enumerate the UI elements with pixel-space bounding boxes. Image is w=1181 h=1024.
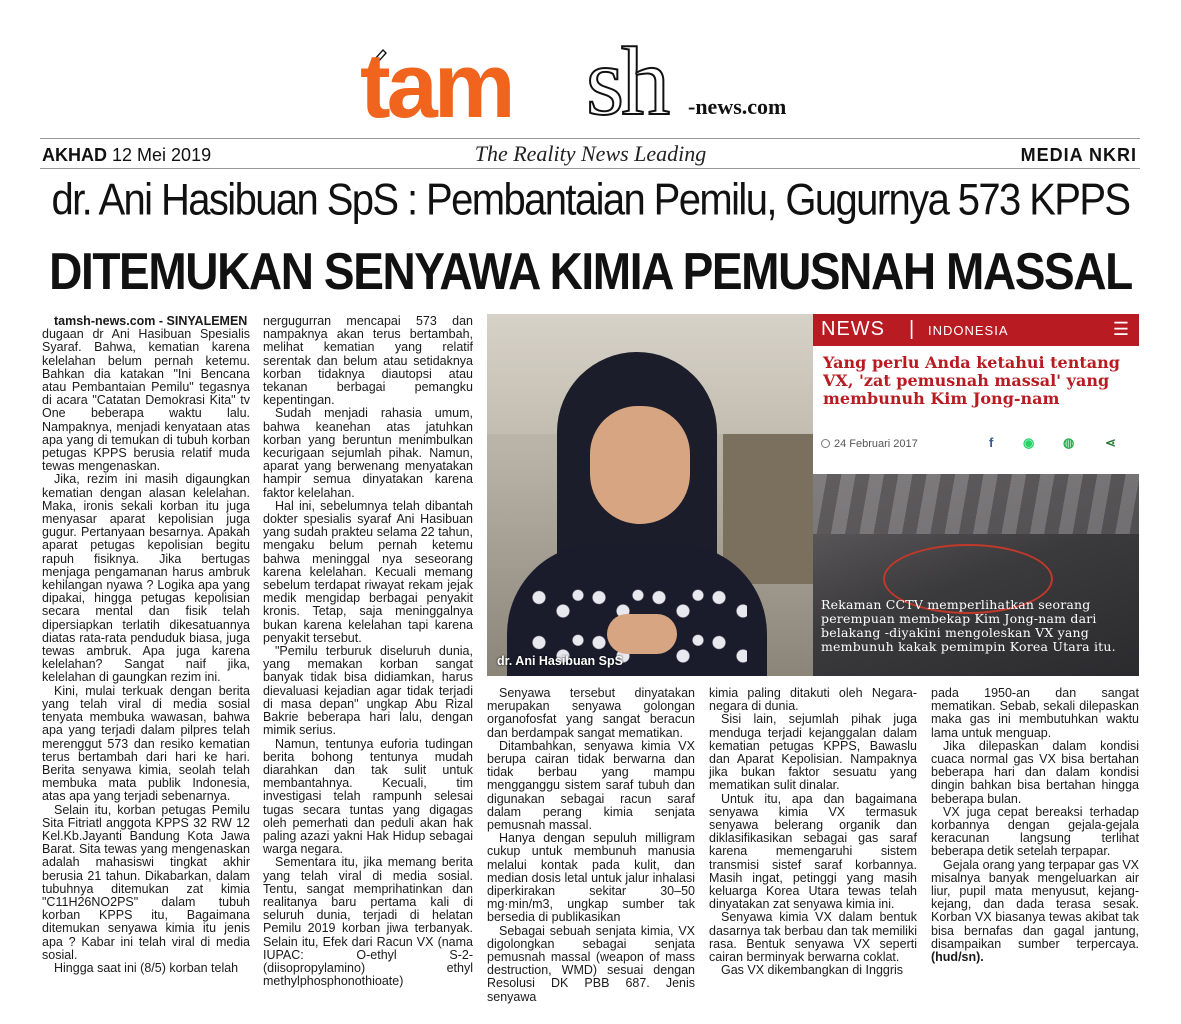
news-separator: | [909, 318, 915, 340]
headline-main: DITEMUKAN SENYAWA KIMIA PEMUSNAH MASSAL [49, 241, 1132, 301]
paragraph: Sebagai sebuah senjata kimia, VX digolongkan sebagai senjata pemusnah massal (weapon of mass destruction, WMD) sesuai dengan Resolusi DK PBB 687. Jenis senyawa [487, 923, 695, 1004]
paragraph: pada 1950-an dan sangat mematikan. Sebab, sekali dilepaskan maka gas ini membutuhkan waktu lama untuk menguap. [931, 686, 1139, 740]
whatsapp-icon[interactable]: ◉ [1023, 435, 1035, 450]
paragraph: nergugurran mencapai 573 dan nampaknya akan terus bertambah, melihat kematian yang relatif serentak dan belum atau setidaknya korban tidaknya diautopsi atau tekanan berbagai pemangku kepentingan. [263, 314, 473, 408]
photo-caption: dr. Ani Hasibuan SpS [497, 654, 623, 668]
paragraph: kimia paling ditakuti oleh Negara-negara di dunia. [709, 686, 917, 714]
article-column-1 [42, 315, 250, 975]
news-title: Yang perlu Anda ketahui tentang VX, 'zat pemusnah massal' yang membunuh Kim Jong-nam [823, 353, 1120, 408]
logo-sh: sh [586, 28, 668, 136]
paragraph: Gas VX dikembangkan di Inggris [721, 963, 904, 978]
paragraph: Ditambahkan, senyawa kimia VX berupa cairan tidak berwarna dan tidak berbau yang mampu mengganggu sistem saraf tubuh dan digunakan sebagai racun saraf dalam perang kimia senjata pemusnah massal. [487, 738, 695, 833]
article-column-5 [931, 687, 1139, 964]
cctv-caption: Rekaman CCTV memperlihatkan seorang perempuan membekap Kim Jong-nam dari belakang -diyakini mengoleskan VX yang membunuh kakak pemimpin Korea Utara itu. [821, 597, 1116, 654]
news-date-value: 24 Februari 2017 [834, 438, 918, 450]
facebook-icon[interactable]: f [989, 435, 994, 450]
article-column-3 [487, 687, 695, 1004]
closing-text: Gejala orang yang terpapar gas VX misalnya banyak mengeluarkan air liur, pupil mata menyusut, kejang-kejang, dan dada terasa sesak. Korban VX biasanya tewas akibat tak bisa bernafas dan gagal jantung, disampaikan sumber terpercaya. [931, 857, 1139, 951]
paragraph: Hanya dengan sepuluh milligram cukup untuk membunuh manusia melalui kontak pada kulit, dan median dosis letal untuk jalur inhalasi diperkirakan sekitar 30–50 mg·min/m3, ungkap sumber tak bersedia di publikasikan [487, 831, 695, 925]
clock-icon [821, 439, 830, 448]
paragraph: Kini, mulai terkuak dengan berita yang telah viral di media sosial tenyata membuka wawasan, bahwa apa yang terjadi dalam pilpres telah merenggut 573 dan resiko kematian terus bertambah dari hari ke hari. Berita senyawa kimia, seolah telah membuka mata publik Indonesia, atas apa yang terjadi sebenarnya. [42, 683, 250, 804]
paragraph: VX juga cepat bereaksi terhadap korbannya dengan gejala-gejala keracunan langsung terlihat beberapa detik setelah terpapar. [931, 804, 1139, 859]
paragraph: Sementara itu, jika memang berita yang telah viral di media sosial. Tentu, sangat memprihatinkan dan realitanya baru pertama kali di seluruh dunia, terjadi di helatan Pemilu 2019 korban jiwa terbanyak. Selain itu, Efek dari Racun VX (nama IUPAC: O-ethyl S-2-(diisopropylamino) ethyl methylphosphonothioate) [263, 855, 473, 989]
messenger-icon[interactable]: ◍ [1063, 435, 1075, 450]
paragraph [931, 859, 1139, 965]
issue-date-value: 12 Mei 2019 [112, 145, 212, 165]
news-brand: NEWS [821, 318, 885, 340]
media-label: MEDIA NKRI [1020, 145, 1137, 165]
article-signoff: (hud/sn). [931, 950, 984, 965]
issue-day: AKHAD [42, 145, 107, 165]
paragraph: Untuk itu, apa dan bagaimana senyawa kimia VX termasuk senyawa belerang organik dan diklasifikasikan sebagai gas saraf karena memengaruhi sistem transmisi sistef saraf korbannya. Masih ingat, petinggi yang masih keluarga Korea Utara tewas telah dinyatakan zat senyawa kimia ini. [709, 791, 917, 912]
paragraph: Namun, tentunya euforia tudingan berita bohong tentunya mudah diarahkan dan tak sulit untuk membantahnya. Kecuali, tim investigasi telah rampunh selesai tugas secara tuntas yang digagas oleh pemerhati dan peduli akan hak paling azazi yakni Hak Hidup sebagai warga negara. [263, 736, 473, 857]
news-date [821, 438, 918, 450]
headline-subtitle: dr. Ani Hasibuan SpS : Pembantaian Pemilu, Gugurnya 573 KPPS [51, 175, 1130, 225]
masthead-bottom-rule [40, 168, 1140, 169]
paragraph: Sisi lain, sejumlah pihak juga menduga terjadi kejanggalan dalam kematian petugas KPPS, Bawaslu dan Aparat Kepolisian. Nampaknya jika bukan faktor sesuatu yang mematikan sulit dinalar. [709, 712, 917, 793]
paragraph: Hingga saat ini (8/5) korban telah [54, 960, 239, 975]
paragraph: Senyawa kimia VX dalam bentuk dasarnya tak berbau dan tak memiliki rasa. Bentuk senyawa VX seperti cairan berminyak berwarna coklat. [709, 910, 917, 965]
share-icon[interactable]: ⋖ [1105, 435, 1116, 450]
masthead-logo [352, 28, 832, 137]
news-screenshot [813, 314, 1139, 676]
article-column-2 [263, 315, 473, 988]
paragraph: Sudah menjadi rahasia umum, bahwa keanehan atas jatuhkan korban yang beruntun menimbulkan kecurigaan sejumlah pihak. Namun, aparat yang berwenang menyatakan hampir semua dinyatakan karena faktor kelelahan. [263, 406, 473, 500]
portrait-photo [487, 314, 813, 676]
paragraph: Jika dilepaskan dalam kondisi cuaca normal gas VX bisa bertahan beberapa hari dan dalam kondisi dingin bahkan bisa bertahan hingga beberapa bulan. [931, 738, 1139, 806]
masthead-top-rule [40, 138, 1140, 139]
paragraph: "Pemilu terburuk diseluruh dunia, yang memakan korban sangat banyak tidak bisa didiamkan, harus dievaluasi kejadian agar tidak terjadi di masa depan" ungkap Abu Rizal Bakrie beberapa hari lalu, dengan mimik serius. [263, 644, 473, 738]
paragraph: Senyawa tersebut dinyatakan merupakan senyawa golongan organofosfat yang sangat beracun dan berdampak sangat mematikan. [487, 686, 695, 740]
menu-icon[interactable]: ☰ [1112, 319, 1129, 339]
news-header-bar [813, 314, 1139, 346]
news-section: INDONESIA [928, 323, 1009, 338]
paragraph: Hal ini, sebelumnya telah dibantah dokter spesialis syaraf Ani Hasibuan yang sudah prakteu selama 22 tahun, mengaku belum pernah ketemu bahwa meninggal nya seseorang karena kelelahan. Kecuali memang sebelum terdapat riwayat rekam jejak medik mengidap berbagai penyakit kronis. Tetap, saja meninggalnya bukan karena kelelahan tapi karena penyakit tersebut. [263, 498, 473, 645]
article-column-4 [709, 687, 917, 977]
paragraph: dugaan dr Ani Hasibuan Spesialis Syaraf. Bahwa, kematian karena kelelahan belum pernah ketemu. Bahkan dia katakan "Ini Bencana atau Pembantaian Pemilu" tegasnya di acara "Catatan Demokrasi Kita" tv One beberapa waktu lalu. Nampaknya, menjadi kenyataan atas apa yang di temukan di tubuh korban petugas KPPS berusia relatif muda tewas mengenaskan. [42, 327, 250, 474]
paragraph: Jika, rezim ini masih digaungkan kematian dengan alasan kelelahan. Maka, ironis sekali korban itu juga menyasar aparat kepolisian juga gugur. Pertanyaan besarnya. Apakah aparat petugas kepolisian begitu rapuh fisiknya. Jika bertugas menjaga pengamanan harus ambruk kehilangan nyawa ? Logika apa yang dipakai, hingga petugas kepolisian secara mental dan fisik telah dipersiapkan terlatih dikesatuannya diatas rata-rata penduduk biasa, juga tewas ambruk. Apa juga karena kelelahan? Sangat naif jika, kelelahan di gaungkan rezim ini. [42, 472, 250, 685]
logo-domain: -news.com [688, 94, 787, 119]
tagline: The Reality News Leading [474, 141, 707, 166]
article-source: tamsh-news.com - SINYALEMEN [54, 314, 248, 328]
logo-tam: tam [360, 35, 512, 137]
paragraph: Selain itu, korban petugas Pemilu Sita Fitriatl anggota KPPS 32 RW 12 Kel.Kb.Jayanti Bandung Kota Jawa Barat. Sita tewas yang mengenaskan adalah mahasiswi tingkat akhir berusia 21 tahun. Dikabarkan, dalam tubuhnya ditemukan zat kimia "C11H26NO2PS" dalam tubuh korban KPPS itu, Bagaimana ditemukan senyawa kimia itu jenis apa ? Kabar ini telah viral di media sosial. [42, 802, 250, 962]
